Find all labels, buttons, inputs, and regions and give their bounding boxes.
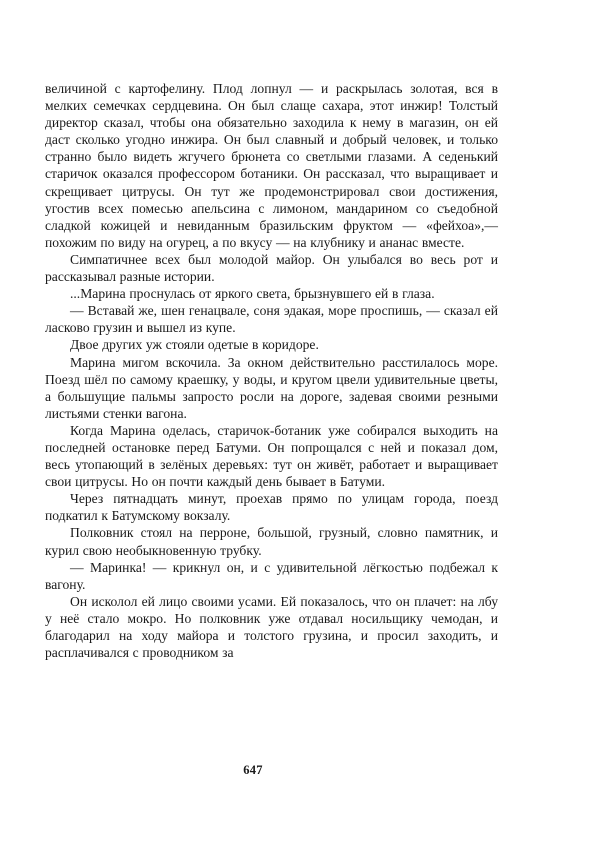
paragraph-dialogue: — Вставай же, шен генацвале, соня эдакая, море проспишь, — сказал ей ласково грузин и вышел из купе. (45, 303, 498, 336)
page-text-block (45, 80, 498, 661)
page-number: 647 (243, 763, 263, 777)
paragraph: величиной с картофелину. Плод лопнул — и раскрылась золотая, вся в мелких семечках сердцевина. Он был слаще сахара, этот инжир! Толстый директор сказал, чтобы она обязательно заходила к нему в магазин, он ей даст сколько угодно инжира. Он был славный и добрый человек, и только странно было видеть жгучего брюнета со светлыми глазами. А седенький старичок оказался профессором ботаники. Он рассказал, что выращивает и скрещивает цитрусы. Он тут же продемонстрировал свои достижения, угостив всех помесью апельсина с лимоном, мандарином со съедобной сладкой кожицей и невиданным бразильским фруктом — «фейхоа»,— похожим по виду на огурец, а по вкусу — на клубнику и ананас вместе. (45, 81, 498, 250)
paragraph: ...Марина проснулась от яркого света, брызнувшего ей в глаза. (70, 286, 435, 302)
paragraph: Он исколол ей лицо своими усами. Ей показалось, что он плачет: на лбу у неё стало мокро. Но полковник уже отдавал носильщику чемодан, и благодарил на ходу майора и толстого грузина, и просил заходить, и расплачивался с проводником за (45, 593, 498, 661)
paragraph: Через пятнадцать минут, проехав прямо по улицам города, поезд подкатил к Батумскому вокзалу. (45, 491, 498, 524)
paragraph: Симпатичнее всех был молодой майор. Он улыбался во весь рот и рассказывал разные истории. (45, 251, 498, 285)
paragraph-dialogue: — Маринка! — крикнул он, и с удивительной лёгкостью подбежал к вагону. (45, 559, 498, 592)
paragraph: Когда Марина оделась, старичок-ботаник уже собирался выходить на последней остановке перед Батуми. Он попрощался с ней и показал дом, весь утопающий в зелёных деревьях: тут он живёт, работает и выращивает свои цитрусы. Но он почти каждый день бывает в Батуми. (45, 422, 498, 490)
paragraph: Полковник стоял на перроне, большой, грузный, словно памятник, и курил свою необыкновенную трубку. (45, 525, 498, 558)
paragraph: Двое других уж стояли одетые в коридоре. (70, 337, 319, 353)
paragraph: Марина мигом вскочила. За окном действительно расстилалось море. Поезд шёл по самому краешку, у воды, и кругом цвели удивительные цветы, а большущие пальмы запросто росли на дороге, задевая своими резными листьями стенки вагона. (45, 354, 498, 421)
